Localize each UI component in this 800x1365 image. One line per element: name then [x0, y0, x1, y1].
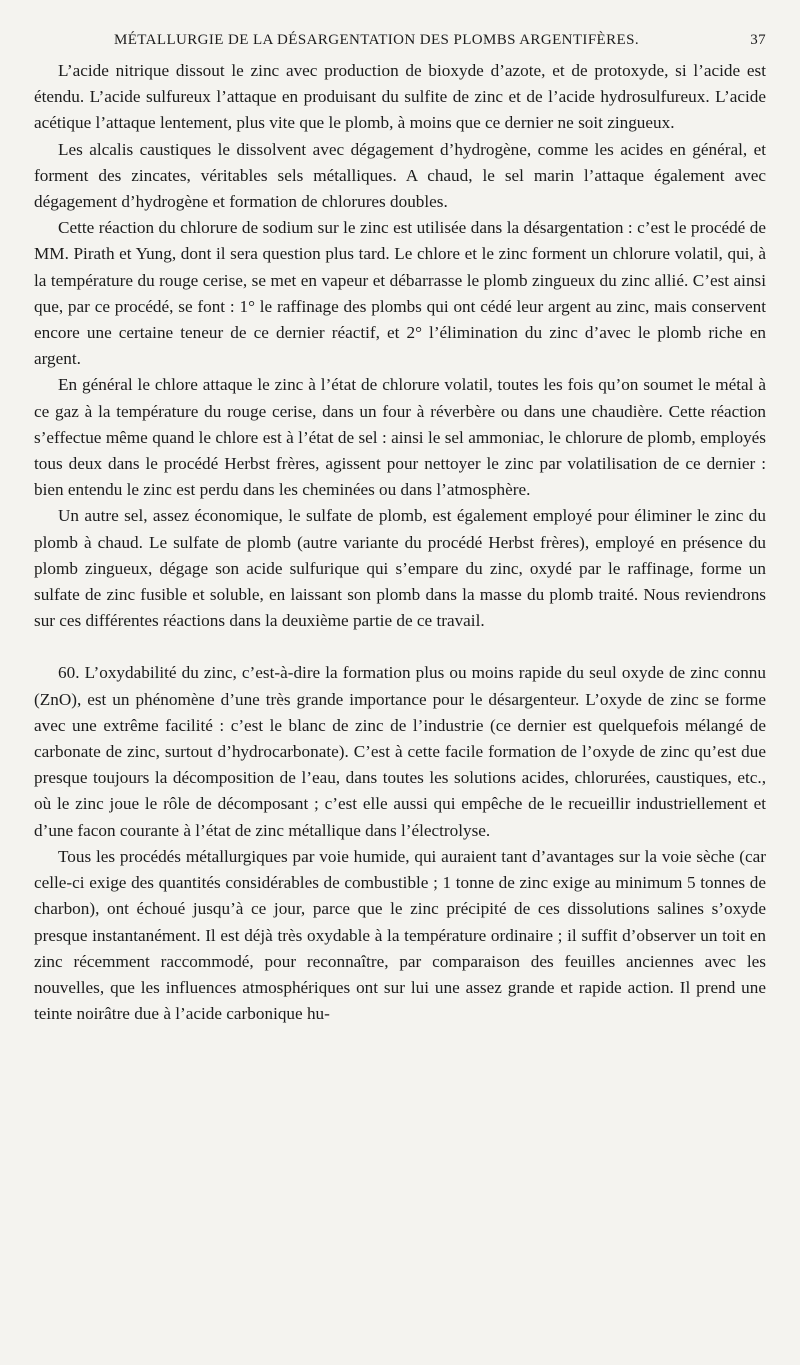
paragraph: Les alcalis caustiques le dissolvent avec dégagement d’hydrogène, comme les acides en général, et forment des zincates, véritables sels métalliques. A chaud, le sel marin l’attaque également avec dégagement d’hydrogène et formation de chlorures doubles. — [34, 139, 766, 212]
running-head — [34, 32, 766, 58]
paragraph: Tous les procédés métallurgiques par voie humide, qui auraient tant d’avantages sur la voie sèche (car celle-ci exige des quantités considérables de combustible ; 1 tonne de zinc exige au minimum 5 tonnes de charbon), ont échoué jusqu’à ce jour, parce que le zinc précipité de ces dissolutions salines s’oxyde presque instantanément. Il est déjà très oxydable à la température ordinaire ; il suffit d’observer un toit en zinc récemment raccommodé, pour reconnaître, par comparaison des feuilles anciennes avec les nouvelles, que les influences atmosphériques ont sur lui une assez grande et rapide action. Il prend une teinte noirâtre due à l’acide carbonique hu- — [34, 846, 766, 1024]
paragraph: Cette réaction du chlorure de sodium sur le zinc est utilisée dans la désargentation : c’est le procédé de MM. Pirath et Yung, dont il sera question plus tard. Le chlore et le zinc forment un chlorure volatil, qui, à la température du rouge cerise, se met en vapeur et débarrasse le plomb zingueux du zinc allié. C’est ainsi que, par ce procédé, se font : 1° le raffinage des plombs qui ont cédé leur argent au zinc, mais conservent encore une certaine teneur de ce dernier réactif, et 2° l’élimination du zinc d’avec le plomb riche en argent. — [34, 218, 766, 369]
running-title: MÉTALLURGIE DE LA DÉSARGENTATION DES PLOMBS ARGENTIFÈRES. — [114, 32, 639, 48]
paragraph: L’acide nitrique dissout le zinc avec production de bioxyde d’azote, et de protoxyde, si l’acide est étendu. L’acide sulfureux l’attaque en produisant du sulfite de zinc et de l’acide hydrosulfureux. L’acide acétique l’attaque lentement, plus vite que le plomb, à moins que ce dernier ne soit zingueux. — [34, 61, 766, 133]
paragraph: Un autre sel, assez économique, le sulfate de plomb, est également employé pour éliminer le zinc du plomb à chaud. Le sulfate de plomb (autre variante du procédé Herbst frères), employé en présence du plomb zingueux, dégage son acide sulfurique qui s’empare du zinc, oxydé par le raffinage, forme un sulfate de zinc fusible et soluble, en laissant son plomb dans la masse du plomb traité. Nous reviendrons sur ces différentes réactions dans la deuxième partie de ce travail. — [34, 506, 766, 631]
body-text — [34, 58, 766, 1027]
paragraph: En général le chlore attaque le zinc à l’état de chlorure volatil, toutes les fois qu’on soumet le métal à ce gaz à la température du rouge cerise, dans un four à réverbère ou dans une chaudière. Cette réaction s’effectue même quand le chlore est à l’état de sel : ainsi le sel ammoniac, le chlorure de plomb, employés tous deux dans le procédé Herbst frères, agissent pour nettoyer le zinc par volatilisation de ce dernier : bien entendu le zinc est perdu dans les cheminées ou dans l’atmosphère. — [34, 375, 766, 500]
page-number: 37 — [750, 32, 766, 48]
paragraph-section-60: 60. L’oxydabilité du zinc, c’est-à-dire la formation plus ou moins rapide du seul oxyde de zinc connu (ZnO), est un phénomène d’une très grande importance pour le désargenteur. L’oxyde de zinc se forme avec une extrême facilité : c’est le blanc de zinc de l’industrie (ce dernier est quelquefois mélangé de carbonate de zinc, surtout d’hydrocarbonate). C’est à cette facile formation de l’oxyde de zinc qu’est due presque toujours la décomposition de l’eau, dans toutes les solutions acides, chlorurées, caustiques, etc., où le zinc joue le rôle de décomposant ; c’est elle aussi qui empêche de le recueillir industriellement et d’une facon courante à l’état de zinc métallique dans l’électrolyse. — [34, 663, 766, 840]
